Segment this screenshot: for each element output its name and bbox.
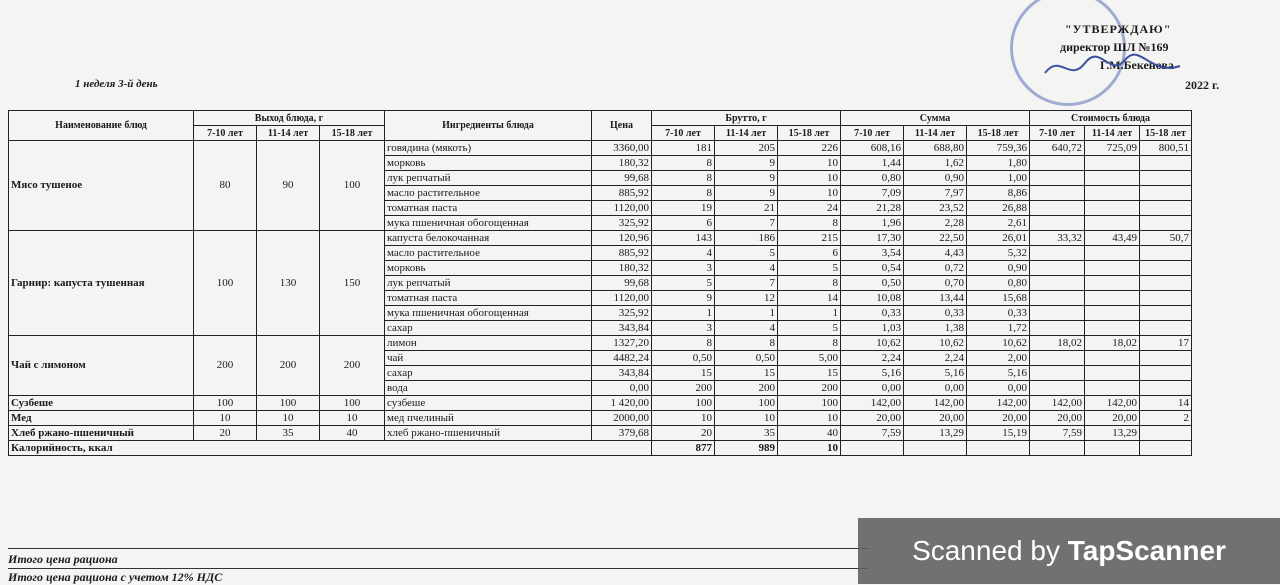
ingredient-value: 10,62	[904, 336, 967, 351]
ingredient-value: 0,33	[841, 306, 904, 321]
ingredient-value: 0,00	[592, 381, 652, 396]
ingredient-value: 0,50	[715, 351, 778, 366]
empty-cell	[1085, 441, 1140, 456]
ingredient-value: 7,09	[841, 186, 904, 201]
empty-cell	[1085, 306, 1140, 321]
ingredient-value: 4482,24	[592, 351, 652, 366]
empty-cell	[1030, 276, 1085, 291]
ingredient-value: 8	[778, 216, 841, 231]
dish-output: 200	[257, 336, 320, 396]
total-vat-label: Итого цена рациона с учетом 12% НДС	[8, 570, 223, 584]
calories-value: 10	[778, 441, 841, 456]
empty-cell	[1085, 246, 1140, 261]
empty-cell	[1030, 291, 1085, 306]
ingredient-value: 8	[652, 336, 715, 351]
dish-cost: 18,02	[1085, 336, 1140, 351]
ingredient-name: сахар	[385, 366, 592, 381]
empty-cell	[1030, 246, 1085, 261]
dish-cost: 640,72	[1030, 141, 1085, 156]
ingredient-value: 1	[652, 306, 715, 321]
ingredient-value: 5,32	[967, 246, 1030, 261]
watermark-brand: TapScanner	[1067, 535, 1226, 566]
dish-cost: 50,7	[1140, 231, 1192, 246]
ingredient-value: 10,62	[967, 336, 1030, 351]
age-header-output: 11-14 лет	[257, 126, 320, 141]
total-label: Итого цена рациона	[8, 552, 118, 566]
table-row	[9, 336, 1192, 351]
ingredient-name: морковь	[385, 261, 592, 276]
ingredient-value: 0,33	[904, 306, 967, 321]
ingredient-value: 1,00	[967, 171, 1030, 186]
empty-cell	[1085, 261, 1140, 276]
empty-cell	[1140, 246, 1192, 261]
empty-cell	[1140, 186, 1192, 201]
empty-cell	[1030, 351, 1085, 366]
ingredient-value: 9	[715, 171, 778, 186]
ingredient-value: 5,16	[841, 366, 904, 381]
ingredient-value: 9	[715, 186, 778, 201]
ingredient-value: 24	[778, 201, 841, 216]
ingredient-value: 10,62	[841, 336, 904, 351]
age-header-sum: 15-18 лет	[967, 126, 1030, 141]
ingredient-name: мед пчелиный	[385, 411, 592, 426]
ingredient-name: лук репчатый	[385, 171, 592, 186]
dish-output: 100	[320, 141, 385, 231]
ingredient-value: 1,80	[967, 156, 1030, 171]
empty-cell	[1085, 351, 1140, 366]
ingredient-name: масло растительное	[385, 246, 592, 261]
ingredient-value: 10	[778, 411, 841, 426]
empty-cell	[1140, 381, 1192, 396]
ingredient-value: 10	[778, 186, 841, 201]
dish-cost: 2	[1140, 411, 1192, 426]
col-header-cost: Стоимость блюда	[1030, 111, 1192, 126]
ingredient-value: 100	[715, 396, 778, 411]
ingredient-value: 5,00	[778, 351, 841, 366]
ingredient-value: 19	[652, 201, 715, 216]
ingredient-value: 7,97	[904, 186, 967, 201]
table-row	[9, 231, 1192, 246]
ingredient-value: 885,92	[592, 186, 652, 201]
empty-cell	[1030, 186, 1085, 201]
ingredient-value: 10	[778, 156, 841, 171]
ingredient-value: 5	[778, 261, 841, 276]
ingredient-value: 1	[715, 306, 778, 321]
ingredient-value: 4	[715, 261, 778, 276]
ingredient-value: 15,19	[967, 426, 1030, 441]
ingredient-value: 0,80	[967, 276, 1030, 291]
col-header-ingredients: Ингредиенты блюда	[385, 111, 592, 141]
stamp-line-approve: "УТВЕРЖДАЮ"	[1065, 22, 1172, 36]
ingredient-value: 5	[715, 246, 778, 261]
ingredient-value: 180,32	[592, 261, 652, 276]
empty-cell	[1030, 216, 1085, 231]
dish-cost: 33,32	[1030, 231, 1085, 246]
ingredient-value: 2000,00	[592, 411, 652, 426]
dish-output: 100	[194, 231, 257, 336]
ingredient-value: 10,08	[841, 291, 904, 306]
ingredient-value: 35	[715, 426, 778, 441]
age-header-cost: 7-10 лет	[1030, 126, 1085, 141]
dish-name: Чай с лимоном	[9, 336, 194, 396]
ingredient-value: 10	[715, 411, 778, 426]
empty-cell	[1030, 321, 1085, 336]
ingredient-name: мука пшеничная обогощенная	[385, 306, 592, 321]
calories-value: 989	[715, 441, 778, 456]
ingredient-value: 2,61	[967, 216, 1030, 231]
ingredient-name: томатная паста	[385, 291, 592, 306]
ingredient-value: 100	[778, 396, 841, 411]
ingredient-value: 2,24	[904, 351, 967, 366]
dish-cost: 20,00	[1030, 411, 1085, 426]
empty-cell	[1085, 186, 1140, 201]
ingredient-name: сузбеше	[385, 396, 592, 411]
ingredient-value: 13,44	[904, 291, 967, 306]
dish-output: 130	[257, 231, 320, 336]
age-header-cost: 15-18 лет	[1140, 126, 1192, 141]
ingredient-value: 8	[652, 186, 715, 201]
ingredient-value: 3	[652, 261, 715, 276]
week-day-title: 1 неделя 3-й день	[75, 78, 158, 90]
empty-cell	[1030, 381, 1085, 396]
ingredient-value: 8	[652, 171, 715, 186]
dish-output: 20	[194, 426, 257, 441]
ingredient-name: сахар	[385, 321, 592, 336]
ingredient-value: 9	[652, 291, 715, 306]
ingredient-value: 0,50	[841, 276, 904, 291]
ingredient-value: 0,33	[967, 306, 1030, 321]
dish-cost: 800,51	[1140, 141, 1192, 156]
ingredient-value: 885,92	[592, 246, 652, 261]
dish-cost: 142,00	[1030, 396, 1085, 411]
empty-cell	[1085, 366, 1140, 381]
dish-output: 90	[257, 141, 320, 231]
ingredient-value: 99,68	[592, 171, 652, 186]
ingredient-value: 20,00	[904, 411, 967, 426]
table-row	[9, 426, 1192, 441]
empty-cell	[1085, 156, 1140, 171]
ingredient-value: 3360,00	[592, 141, 652, 156]
ingredient-value: 205	[715, 141, 778, 156]
ingredient-value: 1327,20	[592, 336, 652, 351]
scanner-watermark	[858, 518, 1280, 584]
table-row	[9, 396, 1192, 411]
dish-output: 80	[194, 141, 257, 231]
ingredient-value: 26,01	[967, 231, 1030, 246]
empty-cell	[1030, 366, 1085, 381]
ingredient-value: 8	[778, 336, 841, 351]
empty-cell	[1030, 306, 1085, 321]
stamp-line-name: Г.М.Бекенова	[1100, 58, 1174, 72]
dish-output: 40	[320, 426, 385, 441]
ingredient-value: 40	[778, 426, 841, 441]
ingredient-value: 0,72	[904, 261, 967, 276]
ingredient-value: 0,54	[841, 261, 904, 276]
ingredient-value: 759,36	[967, 141, 1030, 156]
ingredient-name: томатная паста	[385, 201, 592, 216]
ingredient-value: 608,16	[841, 141, 904, 156]
ingredient-name: лимон	[385, 336, 592, 351]
empty-cell	[1140, 171, 1192, 186]
ingredient-value: 325,92	[592, 306, 652, 321]
ingredient-value: 1	[778, 306, 841, 321]
ingredient-value: 22,50	[904, 231, 967, 246]
ingredient-value: 688,80	[904, 141, 967, 156]
ingredient-value: 0,80	[841, 171, 904, 186]
empty-cell	[1140, 276, 1192, 291]
ingredient-value: 14	[778, 291, 841, 306]
ingredient-value: 99,68	[592, 276, 652, 291]
dish-name: Гарнир: капуста тушенная	[9, 231, 194, 336]
empty-cell	[1085, 321, 1140, 336]
empty-cell	[1140, 306, 1192, 321]
ingredient-value: 0,90	[904, 171, 967, 186]
stamp-line-year: 2022 г.	[1185, 78, 1220, 92]
ingredient-value: 1120,00	[592, 291, 652, 306]
ingredient-value: 4,43	[904, 246, 967, 261]
ingredient-value: 0,90	[967, 261, 1030, 276]
empty-cell	[1030, 261, 1085, 276]
ingredient-value: 142,00	[967, 396, 1030, 411]
ingredient-value: 180,32	[592, 156, 652, 171]
dish-cost: 18,02	[1030, 336, 1085, 351]
ingredient-value: 12	[715, 291, 778, 306]
ingredient-value: 2,00	[967, 351, 1030, 366]
empty-cell	[1140, 291, 1192, 306]
empty-cell	[967, 441, 1030, 456]
age-header-cost: 11-14 лет	[1085, 126, 1140, 141]
col-header-brutto: Брутто, г	[652, 111, 841, 126]
calories-row	[9, 441, 1192, 456]
empty-cell	[904, 441, 967, 456]
empty-cell	[1085, 216, 1140, 231]
empty-cell	[841, 441, 904, 456]
ingredient-name: лук репчатый	[385, 276, 592, 291]
ingredient-value: 343,84	[592, 366, 652, 381]
ingredient-value: 142,00	[904, 396, 967, 411]
age-header-brutto: 15-18 лет	[778, 126, 841, 141]
dish-output: 35	[257, 426, 320, 441]
dish-name: Сузбеше	[9, 396, 194, 411]
empty-cell	[1140, 261, 1192, 276]
ingredient-value: 4	[715, 321, 778, 336]
ingredient-value: 3	[652, 321, 715, 336]
dish-cost: 725,09	[1085, 141, 1140, 156]
ingredient-value: 15,68	[967, 291, 1030, 306]
ingredient-value: 5	[652, 276, 715, 291]
ingredient-value: 20,00	[841, 411, 904, 426]
ingredient-value: 20	[652, 426, 715, 441]
ingredient-value: 3,54	[841, 246, 904, 261]
ingredient-value: 181	[652, 141, 715, 156]
ingredient-value: 0,00	[841, 381, 904, 396]
divider	[8, 548, 868, 549]
ingredient-value: 5,16	[904, 366, 967, 381]
ingredient-value: 20,00	[967, 411, 1030, 426]
empty-cell	[1140, 156, 1192, 171]
dish-output: 10	[257, 411, 320, 426]
ingredient-value: 2,24	[841, 351, 904, 366]
age-header-brutto: 11-14 лет	[715, 126, 778, 141]
empty-cell	[1085, 291, 1140, 306]
dish-name: Мед	[9, 411, 194, 426]
ingredient-value: 6	[652, 216, 715, 231]
ingredient-name: капуста белокочанная	[385, 231, 592, 246]
empty-cell	[1030, 156, 1085, 171]
empty-cell	[1140, 366, 1192, 381]
empty-cell	[1085, 171, 1140, 186]
ingredient-value: 143	[652, 231, 715, 246]
ingredient-value: 343,84	[592, 321, 652, 336]
empty-cell	[1140, 216, 1192, 231]
dish-name: Хлеб ржано-пшеничный	[9, 426, 194, 441]
ingredient-value: 7	[715, 216, 778, 231]
ingredient-value: 379,68	[592, 426, 652, 441]
ingredient-value: 325,92	[592, 216, 652, 231]
ingredient-value: 15	[778, 366, 841, 381]
empty-cell	[1140, 201, 1192, 216]
ingredient-name: мука пшеничная обогощенная	[385, 216, 592, 231]
ingredient-value: 1,96	[841, 216, 904, 231]
ingredient-value: 15	[715, 366, 778, 381]
calories-label: Калорийность, ккал	[9, 441, 652, 456]
ingredient-value: 200	[778, 381, 841, 396]
calories-value: 877	[652, 441, 715, 456]
dish-cost: 13,29	[1085, 426, 1140, 441]
dish-cost: 20,00	[1085, 411, 1140, 426]
ingredient-value: 226	[778, 141, 841, 156]
age-header-brutto: 7-10 лет	[652, 126, 715, 141]
empty-cell	[1030, 171, 1085, 186]
ingredient-name: хлеб ржано-пшеничный	[385, 426, 592, 441]
ingredient-value: 0,50	[652, 351, 715, 366]
table-row	[9, 411, 1192, 426]
signature-icon	[1040, 48, 1190, 88]
empty-cell	[1085, 276, 1140, 291]
ingredient-value: 100	[652, 396, 715, 411]
ingredient-value: 0,70	[904, 276, 967, 291]
empty-cell	[1085, 381, 1140, 396]
ingredient-value: 8	[652, 156, 715, 171]
ingredient-value: 4	[652, 246, 715, 261]
ingredient-value: 8,86	[967, 186, 1030, 201]
ingredient-value: 1120,00	[592, 201, 652, 216]
empty-cell	[1140, 351, 1192, 366]
ingredient-name: масло растительное	[385, 186, 592, 201]
ingredient-name: чай	[385, 351, 592, 366]
ingredient-value: 215	[778, 231, 841, 246]
ingredient-value: 17,30	[841, 231, 904, 246]
dish-output: 100	[194, 396, 257, 411]
dish-output: 100	[320, 396, 385, 411]
dish-output: 200	[320, 336, 385, 396]
ingredient-value: 15	[652, 366, 715, 381]
ingredient-value: 1,38	[904, 321, 967, 336]
dish-cost: 43,49	[1085, 231, 1140, 246]
ingredient-value: 1 420,00	[592, 396, 652, 411]
ingredient-value: 8	[778, 276, 841, 291]
dish-cost: 142,00	[1085, 396, 1140, 411]
empty-cell	[1085, 201, 1140, 216]
dish-output: 10	[320, 411, 385, 426]
age-header-output: 15-18 лет	[320, 126, 385, 141]
ingredient-value: 7,59	[841, 426, 904, 441]
col-header-name: Наименование блюд	[9, 111, 194, 141]
ingredient-value: 23,52	[904, 201, 967, 216]
ingredient-value: 1,03	[841, 321, 904, 336]
ingredient-value: 2,28	[904, 216, 967, 231]
ingredient-value: 21	[715, 201, 778, 216]
ingredient-value: 21,28	[841, 201, 904, 216]
empty-cell	[1140, 321, 1192, 336]
table-row	[9, 141, 1192, 156]
ingredient-value: 0,00	[967, 381, 1030, 396]
dish-output: 100	[257, 396, 320, 411]
empty-cell	[1030, 441, 1085, 456]
ingredient-value: 142,00	[841, 396, 904, 411]
empty-cell	[1030, 201, 1085, 216]
ingredient-value: 10	[778, 171, 841, 186]
dish-cost: 17	[1140, 336, 1192, 351]
ingredient-value: 200	[715, 381, 778, 396]
ingredient-value: 1,44	[841, 156, 904, 171]
ingredient-value: 1,62	[904, 156, 967, 171]
ingredient-value: 5	[778, 321, 841, 336]
col-header-sum: Сумма	[841, 111, 1030, 126]
ingredient-name: вода	[385, 381, 592, 396]
ingredient-value: 186	[715, 231, 778, 246]
empty-cell	[1140, 441, 1192, 456]
dish-output: 10	[194, 411, 257, 426]
dish-output: 200	[194, 336, 257, 396]
watermark-prefix: Scanned by	[912, 535, 1068, 566]
col-header-price: Цена	[592, 111, 652, 141]
ingredient-value: 1,72	[967, 321, 1030, 336]
dish-cost: 14	[1140, 396, 1192, 411]
stamp-line-director: директор ШЛ №169	[1060, 40, 1169, 54]
ingredient-name: морковь	[385, 156, 592, 171]
ingredient-value: 9	[715, 156, 778, 171]
ingredient-value: 26,88	[967, 201, 1030, 216]
ingredient-value: 0,00	[904, 381, 967, 396]
dish-cost: 7,59	[1030, 426, 1085, 441]
menu-table	[8, 110, 1192, 456]
ingredient-name: говядина (мякоть)	[385, 141, 592, 156]
dish-output: 150	[320, 231, 385, 336]
ingredient-value: 7	[715, 276, 778, 291]
ingredient-value: 13,29	[904, 426, 967, 441]
ingredient-value: 5,16	[967, 366, 1030, 381]
ingredient-value: 8	[715, 336, 778, 351]
ingredient-value: 10	[652, 411, 715, 426]
age-header-output: 7-10 лет	[194, 126, 257, 141]
ingredient-value: 120,96	[592, 231, 652, 246]
dish-cost	[1140, 426, 1192, 441]
age-header-sum: 11-14 лет	[904, 126, 967, 141]
dish-name: Мясо тушеное	[9, 141, 194, 231]
age-header-sum: 7-10 лет	[841, 126, 904, 141]
col-header-output: Выход блюда, г	[194, 111, 385, 126]
divider	[8, 568, 868, 569]
ingredient-value: 200	[652, 381, 715, 396]
ingredient-value: 6	[778, 246, 841, 261]
